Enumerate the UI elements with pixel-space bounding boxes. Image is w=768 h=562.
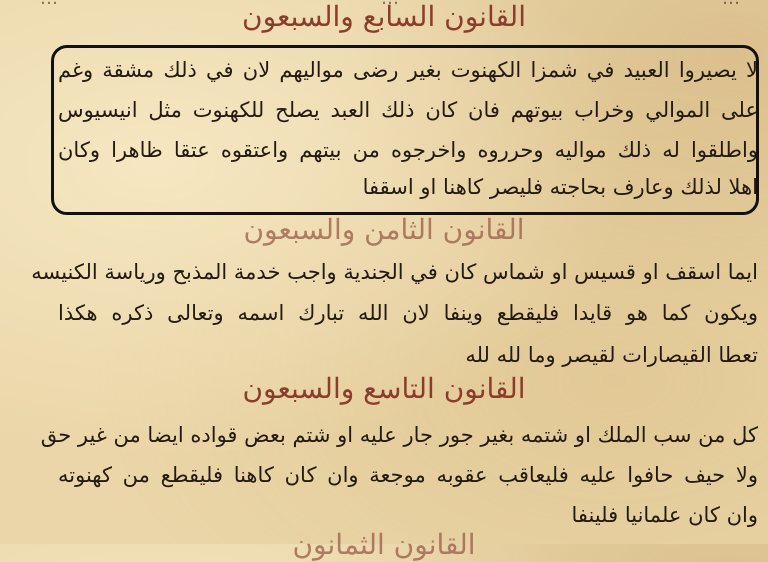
canon-77-line-2: على الموالي وخراب بيوتهم فان كان ذلك العبد يصلح للكهنوت مثل انيسيوس (58, 98, 758, 122)
canon-79-heading: القانون التاسع والسبعون (242, 372, 526, 405)
canon-80-heading-partial: القانون الثمانون (292, 528, 476, 561)
canon-78-line-1: ايما اسقف او قسيس او شماس كان في الجندية واجب خدمة المذبح ورياسة الكنيسه (31, 260, 758, 284)
canon-78-line-3: تعطا القيصارات لقيصر وما لله لله (465, 343, 758, 367)
canon-77-line-4: اهلا لذلك وعارف بحاجته فليصر كاهنا او اسقفا (362, 175, 758, 199)
canon-79-line-1: كل من سب الملك او شتمه بغير جور جار عليه او شتم بعض قواده ايضا من غير حق (40, 423, 758, 447)
canon-77-line-1: لا يصيروا العبيد في شمزا الكهنوت بغير رضى مواليهم لان في ذلك مشقة وغم (58, 58, 758, 82)
canon-79-line-3: وان كان علمانيا فلينفا (571, 503, 758, 527)
canon-79-line-2: ولا حيف حافوا عليه فليعاقب عقوبه موجعة وان كان كاهنا فليقطع من كهنوته (58, 463, 758, 487)
canon-78-line-2: ويكون كما هو قايدا فليقطع وينفا لان الله تبارك اسمه وتعالى ذكره هكذا (58, 301, 758, 325)
canon-77-heading: القانون السابع والسبعون (242, 0, 526, 33)
canon-77-line-3: واطلقوا له ذلك مواليه وحرروه واخرجوه من بيتهم واعتقوه عتقا ظاهرا وكان (58, 138, 758, 162)
canon-78-heading: القانون الثامن والسبعون (243, 213, 525, 246)
